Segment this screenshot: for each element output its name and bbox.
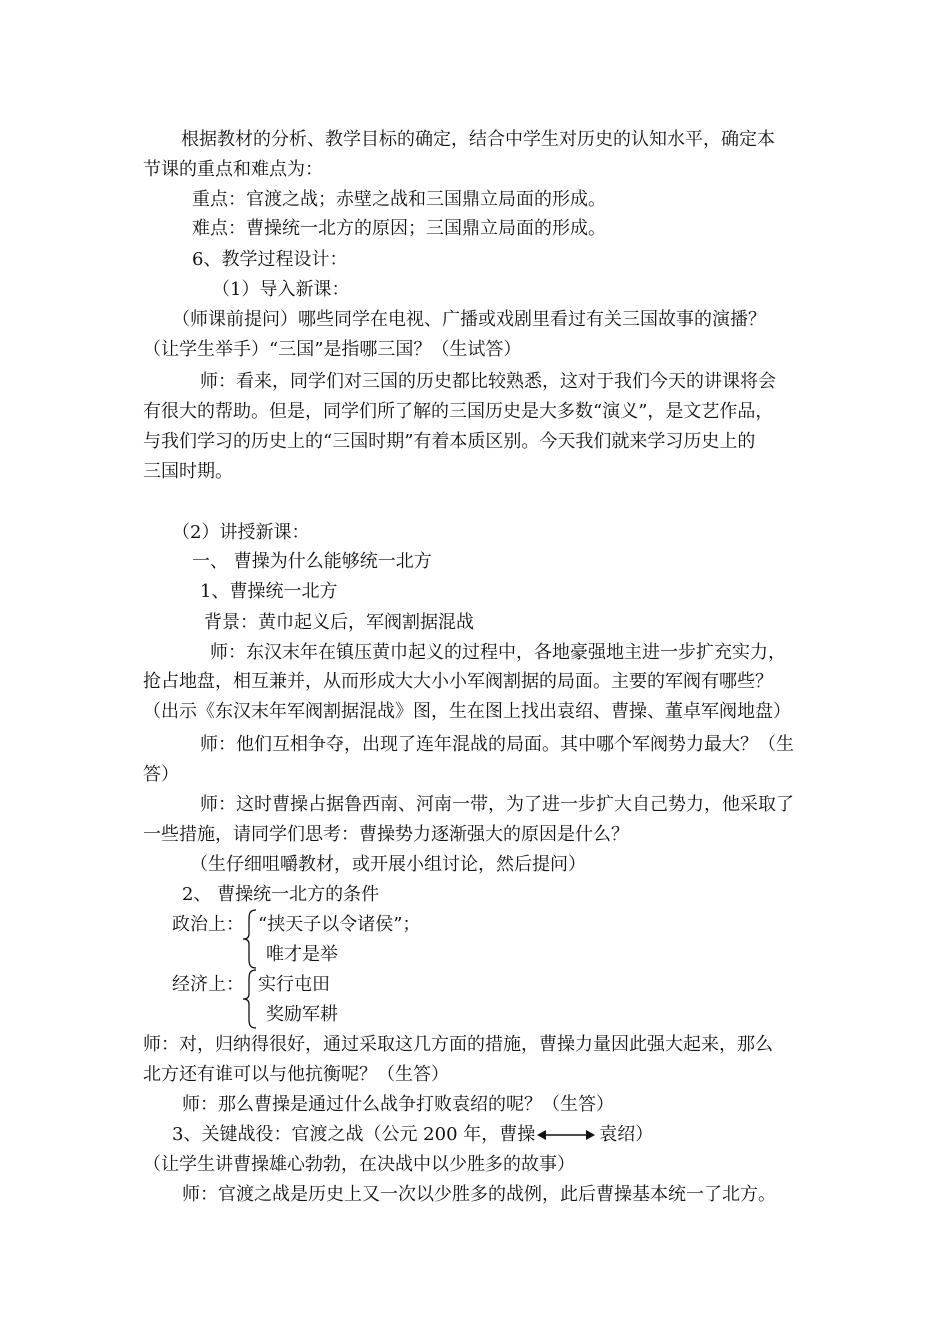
topic-subheading: 1、曹操统一北方 xyxy=(200,581,338,602)
paragraph-line: （出示《东汉末年军阀割据混战》图，生在图上找出袁绍、曹操、董卓军阀地盘） xyxy=(143,701,791,722)
political-brace xyxy=(240,908,260,970)
economic-brace xyxy=(240,968,260,1030)
paragraph-line: 根据教材的分析、教学目标的确定，结合中学生对历史的认知水平，确定本 xyxy=(181,129,775,150)
paragraph-line: 师：这时曹操占据鲁西南、河南一带，为了进一步扩大自己势力，他采取了 xyxy=(200,794,794,815)
economic-item: 奖励军耕 xyxy=(266,1004,338,1025)
paragraph-line: 有很大的帮助。但是，同学们所了解的三国历史是大多数“演义”，是文艺作品， xyxy=(143,401,774,422)
paragraph-line: （让学生举手）“三国”是指哪三国？（生试答） xyxy=(143,339,522,360)
battle-suffix: 袁绍） xyxy=(599,1124,654,1145)
paragraph-line: 节课的重点和难点为： xyxy=(143,159,323,180)
paragraph-line: （让学生讲曹操雄心勃勃，在决战中以少胜多的故事） xyxy=(143,1154,575,1175)
paragraph-line: 师：对，归纳得很好，通过采取这几方面的措施，曹操力量因此强大起来，那么 xyxy=(143,1034,773,1055)
topic-subheading: 2、 曹操统一北方的条件 xyxy=(182,884,380,905)
key-point-line: 重点：官渡之战；赤壁之战和三国鼎立局面的形成。 xyxy=(192,189,606,210)
section-heading: 6、教学过程设计： xyxy=(192,249,348,270)
paragraph-line: 师：他们互相争夺，出现了连年混战的局面。其中哪个军阀势力最大？（生 xyxy=(200,734,794,755)
double-arrow-icon xyxy=(537,1128,595,1142)
paragraph-line: 一些措施，请同学们思考：曹操势力逐渐强大的原因是什么？ xyxy=(143,824,629,845)
paragraph-line: 师：官渡之战是历史上又一次以少胜多的战例，此后曹操基本统一了北方。 xyxy=(182,1184,776,1205)
economic-label: 经济上： xyxy=(172,974,244,995)
paragraph-line: 师：看来，同学们对三国的历史都比较熟悉，这对于我们今天的讲课将会 xyxy=(200,371,776,392)
battle-prefix: 3、关键战役：官渡之战（公元 200 年，曹操 xyxy=(172,1124,536,1145)
paragraph-line: （生仔细咀嚼教材，或开展小组讨论，然后提问） xyxy=(190,854,586,875)
paragraph-line: 抢占地盘，相互兼并，从而形成大大小小军阀割据的局面。主要的军阀有哪些？ xyxy=(143,671,773,692)
battle-line xyxy=(172,1123,653,1147)
paragraph-line: 答） xyxy=(143,764,179,785)
paragraph-line: 北方还有谁可以与他抗衡呢？（生答） xyxy=(143,1064,449,1085)
political-item: “挟天子以令诸侯”； xyxy=(258,914,421,935)
difficult-point-line: 难点：曹操统一北方的原因；三国鼎立局面的形成。 xyxy=(192,218,606,239)
political-label: 政治上： xyxy=(172,914,244,935)
paragraph-line: 师：那么曹操是通过什么战争打败袁绍的呢？（生答） xyxy=(182,1094,614,1115)
subsection-heading: （1）导入新课： xyxy=(212,279,350,300)
background-line: 背景：黄巾起义后，军阀割据混战 xyxy=(204,612,474,633)
topic-heading: 一、 曹操为什么能够统一北方 xyxy=(192,551,432,572)
paragraph-line: 与我们学习的历史上的“三国时期”有着本质区别。今天我们就来学习历史上的 xyxy=(143,431,756,452)
paragraph-line: 三国时期。 xyxy=(143,461,233,482)
paragraph-line: 师：东汉末年在镇压黄巾起义的过程中，各地豪强地主进一步扩充实力， xyxy=(210,642,786,663)
paragraph-line: （师课前提问）哪些同学在电视、广播或戏剧里看过有关三国故事的演播？ xyxy=(172,309,766,330)
economic-item: 实行屯田 xyxy=(258,974,330,995)
political-item: 唯才是举 xyxy=(266,944,338,965)
subsection-heading: （2）讲授新课： xyxy=(172,522,310,543)
